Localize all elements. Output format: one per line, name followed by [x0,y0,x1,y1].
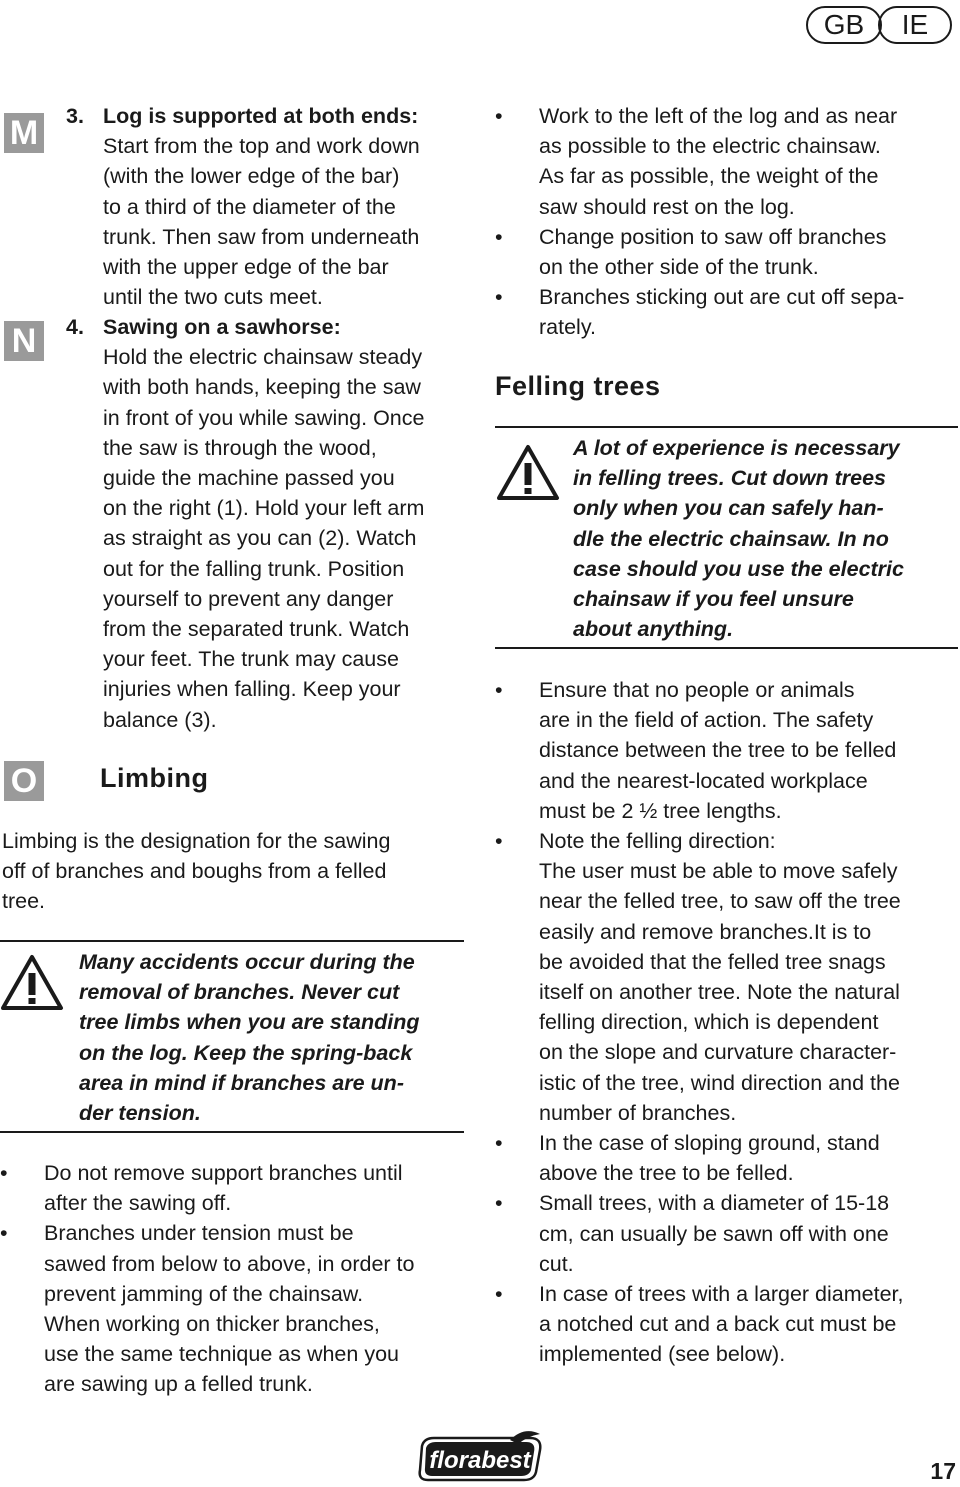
bullet: • [495,1131,503,1156]
numbered-item-3 [66,101,476,312]
limbing-bullet-list [0,1158,475,1400]
side-tab-o: O [4,761,44,801]
item-line: Hold the electric chainsaw steady [103,345,423,370]
item-line: trunk. Then saw from underneath [103,224,420,249]
item-line: balance (3). [103,707,217,732]
bullet: • [495,829,503,854]
list-item: • In the case of sloping ground, stand above the tree to be felled. [495,1128,960,1188]
lang-badge-ie-label: IE [901,9,929,40]
item-line: as straight as you can (2). Watch [103,526,417,551]
item-number: 4. [66,315,84,339]
item-line: (with the lower edge of the bar) [103,164,400,189]
item-line: Start from the top and work down [103,134,420,159]
bullet: • [495,1282,503,1307]
page-number: 17 [930,1458,956,1484]
item-line: out for the falling trunk. Position [103,556,405,581]
bullet: • [495,104,503,128]
list-item: • Ensure that no people or animals are in the field of action. The safety distance between the tree to be felled and the nearest-located workplace must be 2 ½ tree lengths. [495,675,960,826]
item-line: to a third of the diameter of the [103,194,396,219]
item-line: guide the machine passed you [103,466,395,491]
item-number: 3. [66,104,84,128]
warning-text: Many accidents occur during the removal of branches. Never cut tree limbs when you are standing on the log. Keep the spring-back area in mind if branches are un- der tension. [79,950,420,1126]
item-line: in front of you while sawing. Once [103,405,425,430]
limbing-intro: Limbing is the designation for the sawing off of branches and boughs from a felled tree. [2,829,391,914]
felling-bullet-list [495,675,960,1370]
item-line: with the upper edge of the bar [103,255,389,280]
felling-trees-heading: Felling trees [495,371,661,401]
item-line: from the separated trunk. Watch [103,617,410,642]
side-tab-m: M [4,113,44,153]
item-line: until the two cuts meet. [103,285,323,310]
item-line: injuries when falling. Keep your [103,677,401,702]
item-line: the saw is through the wood, [103,435,377,460]
warning-triangle-icon [496,444,560,502]
item-line: yourself to prevent any danger [103,586,394,611]
bullet: • [495,224,503,249]
list-item: • Change position to saw off branches on the other side of the trunk. [495,222,960,282]
warning-triangle-icon [0,954,64,1012]
bullet: • [495,678,503,702]
bullet: • [0,1161,8,1185]
felling-warning [495,426,958,650]
warning-rule-top [0,940,464,942]
bullet: • [0,1221,8,1246]
item-line: your feet. The trunk may cause [103,647,399,672]
list-item: • Branches under tension must be sawed from below to above, in order to prevent jamming of the chainsaw. When working on thicker branches, use the same technique as when you are sawing up a felled trunk. [0,1218,475,1399]
limbing-heading: Limbing [100,763,209,793]
limbing-tips-list [495,101,960,343]
bullet: • [495,1191,503,1216]
side-tab-n: N [4,321,44,361]
florabest-logo [414,1430,548,1484]
logo-text: florabest [429,1447,531,1474]
list-item: • In case of trees with a larger diameter, a notched cut and a back cut must be implemented (see below). [495,1279,960,1370]
lang-badge-gb [806,6,882,44]
lang-badge-ie [878,6,952,44]
item-line: with both hands, keeping the saw [103,375,421,400]
numbered-item-4 [66,312,476,735]
list-item: • Do not remove support branches until after the sawing off. [0,1158,475,1218]
item-heading: Sawing on a sawhorse: [103,315,341,339]
list-item: • Note the felling direction: The user must be able to move safely near the felled tree, to saw off the tree easily and remove branches.It is to be avoided that the felled tree snags itself on another tree. Note the natural felling direction, which is dependent on the slope and curvature character- istic of the tree, wind direction and the number of branches. [495,826,960,1128]
list-item: • Small trees, with a diameter of 15-18 cm, can usually be sawn off with one cut. [495,1188,960,1279]
list-item: • Branches sticking out are cut off sepa- rately. [495,282,960,342]
limbing-warning [0,940,464,1134]
list-item: • Work to the left of the log and as near as possible to the electric chainsaw. As far as possible, the weight of the saw should rest on the log. [495,101,960,222]
item-line: on the right (1). Hold your left arm [103,496,425,521]
lang-badge-gb-label: GB [823,9,865,40]
bullet: • [495,285,503,310]
warning-text: A lot of experience is necessary in felling trees. Cut down trees only when you can safely han- dle the electric chainsaw. In no case should you use the electric chainsaw if you feel unsure about anything. [573,436,904,642]
warning-rule-bottom [495,647,958,649]
item-heading: Log is supported at both ends: [103,104,419,128]
warning-rule-bottom [0,1131,464,1133]
warning-rule-top [495,426,958,428]
